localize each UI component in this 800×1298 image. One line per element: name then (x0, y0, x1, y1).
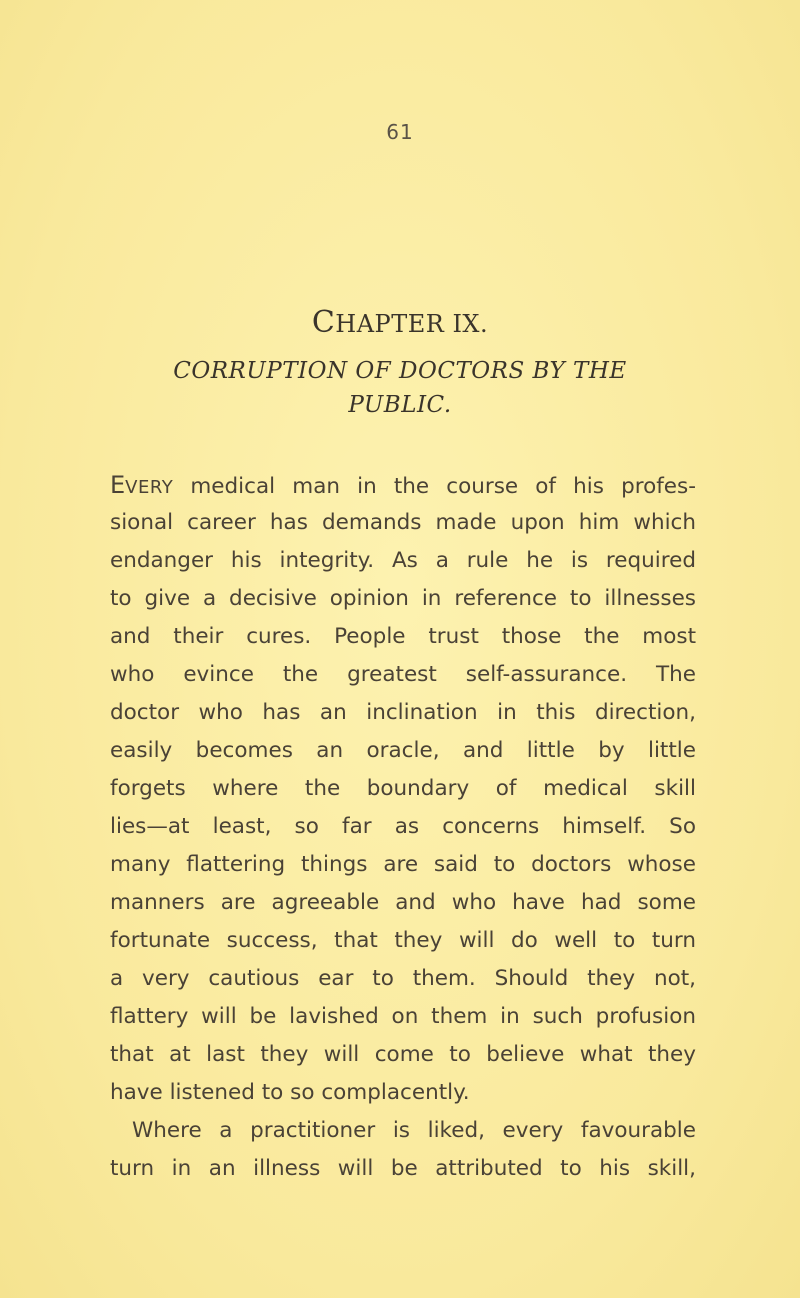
text-line: endanger his integrity. As a rule he is required (110, 548, 696, 573)
body-text (110, 466, 696, 1188)
text-line: fortunate success, that they will do well to turn (110, 928, 696, 953)
text-line: flattery will be lavished on them in such profusion (110, 1004, 696, 1029)
text-line: sional career has demands made upon him which (110, 510, 696, 535)
text-line: Where a practitioner is liked, every favourable (132, 1118, 696, 1143)
chapter-heading (0, 305, 800, 340)
text-line: turn in an illness will be attributed to his skill, (110, 1156, 696, 1181)
text-line: have listened to so complacently. (110, 1080, 470, 1105)
text-line: that at last they will come to believe what they (110, 1042, 696, 1067)
chapter-subtitle (110, 354, 690, 422)
chapter-heading-rest: HAPTER (335, 310, 445, 338)
chapter-subtitle-line: CORRUPTION OF DOCTORS BY THE (173, 358, 627, 384)
text-line: a very cautious ear to them. Should they not, (110, 966, 696, 991)
text-line: and their cures. People trust those the most (110, 624, 696, 649)
opening-word-rest: VERY (125, 477, 174, 498)
chapter-subtitle-line: PUBLIC. (348, 392, 452, 418)
text-line: who evince the greatest self-assurance. The (110, 662, 696, 687)
opening-word-initial: E (110, 471, 126, 499)
text-line: manners are agreeable and who have had some (110, 890, 696, 915)
text-line: to give a decisive opinion in reference to illnesses (110, 586, 696, 611)
text-line (110, 466, 696, 504)
text-line: easily becomes an oracle, and little by little (110, 738, 696, 763)
text-line: forgets where the boundary of medical skill (110, 776, 696, 801)
text-line: many flattering things are said to doctors whose (110, 852, 696, 877)
text-line-content: medical man in the course of his profes- (173, 474, 696, 499)
text-line: lies—at least, so far as concerns himself. So (110, 814, 696, 839)
page-number: 61 (386, 120, 414, 144)
chapter-numeral: IX. (452, 310, 489, 338)
text-line: doctor who has an inclination in this direction, (110, 700, 696, 725)
chapter-heading-initial: C (311, 305, 336, 340)
